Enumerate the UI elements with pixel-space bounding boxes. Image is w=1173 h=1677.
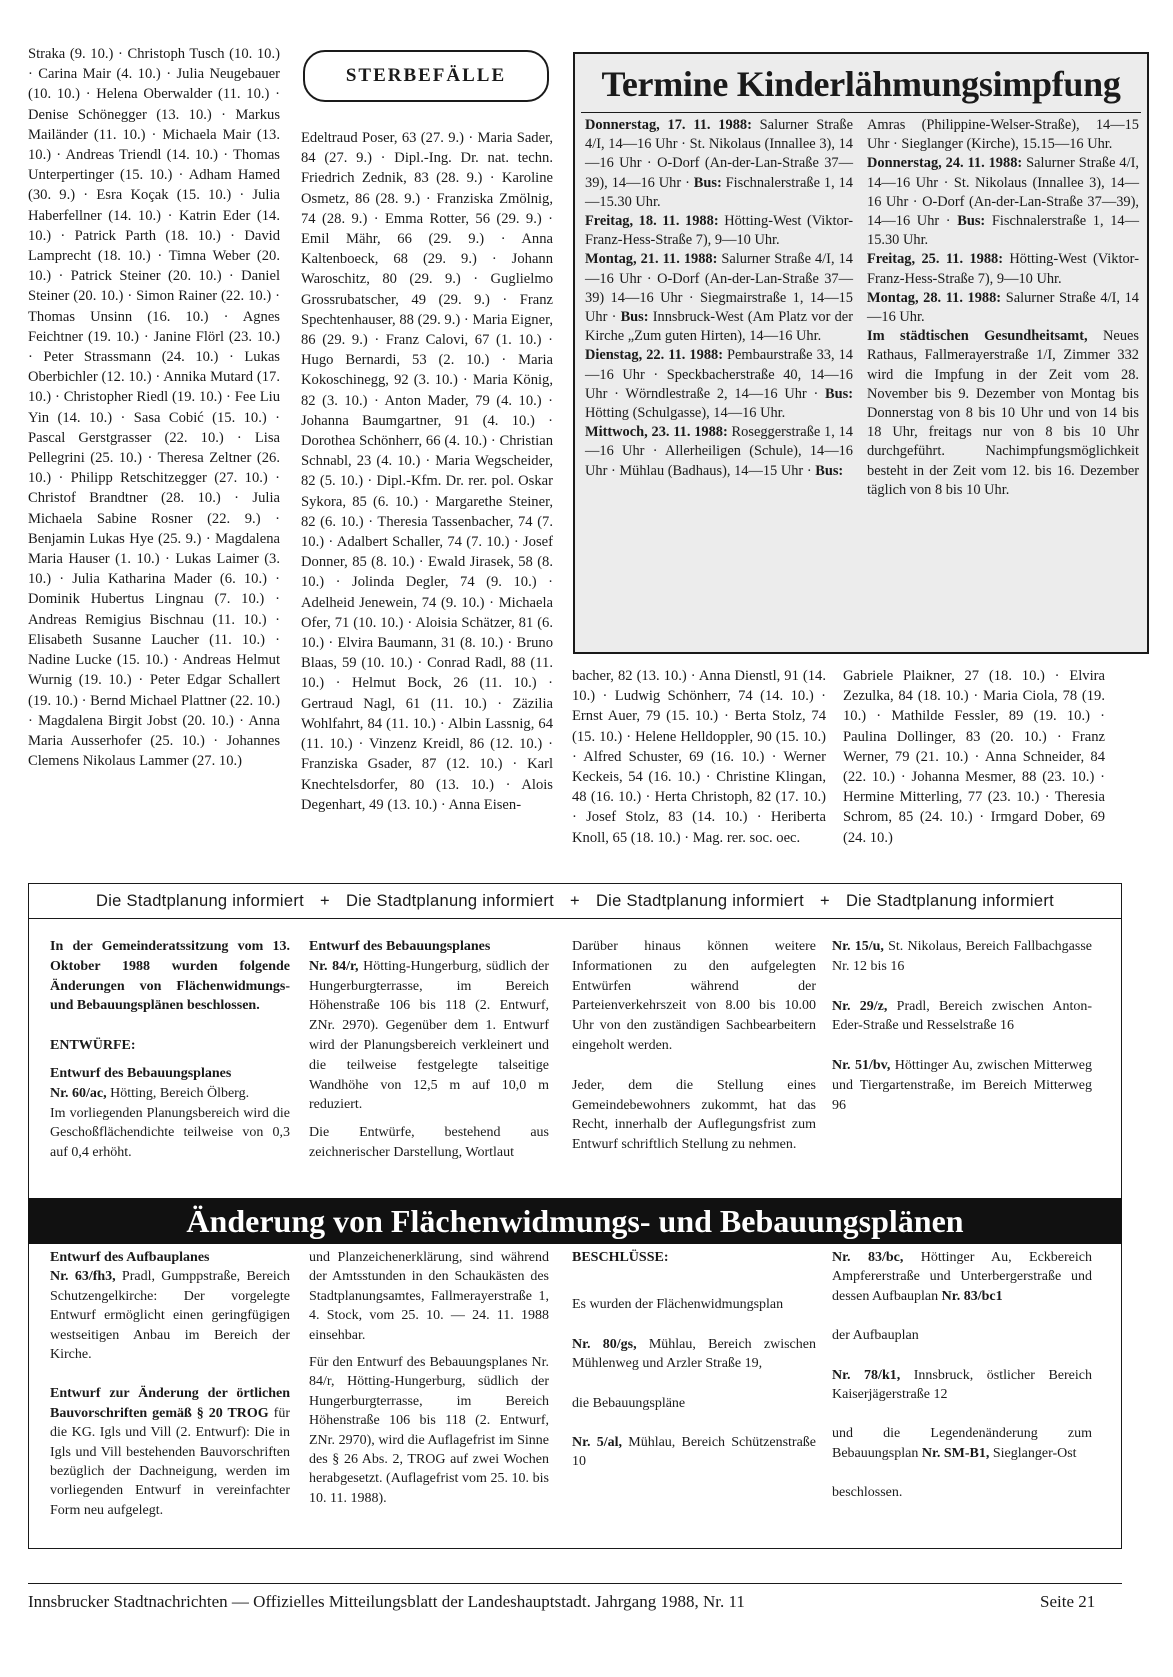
births-list-column (28, 44, 280, 771)
vaccination-tail: Fischnalerstraße 1, 14—15.30 Uhr. (585, 174, 853, 210)
display-text: und Planzeichenerklärung, sind während der Amtsstunden in den Schaukästen des Stadtplanungsamtes, Fallmerayerstraße 1, 4. Stock, vom 25. 10. — 24. 11. 1988 einsehbar. (309, 1250, 549, 1343)
banner-text: Die Stadtplanung informiert (96, 891, 305, 910)
vaccination-entry (585, 116, 853, 212)
deaths-column-2 (572, 666, 826, 848)
deaths-column-1 (301, 128, 553, 815)
banner-plus: + (820, 891, 830, 910)
footer-page-number: Seite 21 (1040, 1592, 1096, 1611)
vaccination-box (573, 52, 1149, 654)
deaths-list-text: Gabriele Plaikner, 27 (18. 10.) · Elvira Zezulka, 84 (18. 10.) · Maria Ciola, 78 (19. 10.) · Mathilde Fessler, 89 (19. 10.) · Paulina Dollinger, 83 (20. 10.) · Franz Werner, 79 (21. 10.) · Anna Schneider, 84 (22. 10.) · Johanna Mesmer, 88 (23. 10.) · Hermine Mitterling, 77 (23. 10.) · Theresia Schrom, 85 (24. 10.) · Irmgard Dober, 69 (24. 10.) (843, 668, 1105, 846)
planning-column-1 (50, 937, 290, 1163)
deaths-column-3 (843, 666, 1105, 848)
births-list-text: Straka (9. 10.) · Christoph Tusch (10. 10.) · Carina Mair (4. 10.) · Julia Neugebauer (10. 10.) · Helena Oberwalder (11. 10.) · Denise Schönegger (13. 10.) · Markus Mailänder (11. 10.) · Michaela Mair (13. 10.) · Andreas Triendl (14. 10.) · Thomas Unterpertinger (15. 10.) · Adham Hamed (30. 9.) · Esra Koçak (15. 10.) · Julia Haberfellner (14. 10.) · Katrin Eder (14. 10.) · Patrick Parth (18. 10.) · David Lamprecht (18. 10.) · Timna Weber (20. 10.) · Patrick Steiner (20. 10.) · Daniel Steiner (20. 10.) · Simon Rainer (22. 10.) · Thomas Unsinn (16. 10.) · Agnes Feichtner (19. 10.) · Janine Flörl (23. 10.) · Peter Strassmann (24. 10.) · Lukas Oberbichler (12. 10.) · Annika Mutard (17. 10.) · Christopher Riedl (19. 10.) · Fee Liu Yin (14. 10.) · Sasa Cobić (15. 10.) · Pascal Gerstgrasser (22. 10.) · Lisa Pellegrini (25. 10.) · Theresa Zeltner (26. 10.) · Philipp Retschitzegger (27. 10.) · Christof Brandtner (28. 10.) · Julia Michaela Sabine Rosner (22. 9.) · Benjamin Lukas Hye (25. 9.) · Magdalena Maria Hauser (1. 10.) · Lukas Laimer (3. 10.) · Julia Katharina Mader (6. 10.) · Dominik Hubertus Lingnau (7. 10.) · Andreas Remigius Bischnau (11. 10.) · Elisabeth Susanne Laucher (11. 10.) · Nadine Lucke (15. 10.) · Andreas Helmut Wurnig (19. 10.) · Peter Edgar Schallert (19. 10.) · Bernd Michael Plattner (22. 10.) · Magdalena Birgit Jobst (20. 10.) · Anna Maria Ausserhofer (25. 10.) · Johannes Clemens Nikolaus Lammer (27. 10.) (28, 46, 280, 770)
resolution-aufbauplan: der Aufbauplan (832, 1328, 919, 1344)
vaccination-column-2 (867, 116, 1139, 500)
vaccination-tail: Fischnalerstraße 1, 14—15.30 Uhr. (867, 213, 1139, 249)
banner-text: Die Stadtplanung informiert (845, 891, 1054, 910)
footer-rule (28, 1583, 1122, 1584)
draft-1-number: Nr. 60/ac, Hötting, Bereich Ölberg. (50, 1085, 250, 1101)
vaccination-bus: Bus: (620, 309, 649, 326)
vaccination-date: Dienstag, 22. 11. 1988: (585, 347, 724, 364)
footer-publication: Innsbrucker Stadtnachrichten — Offizielles Mitteilungsblatt der Landeshauptstadt. Jahrgang 1988, Nr. 11 (28, 1592, 745, 1611)
vaccination-column-1 (585, 116, 853, 481)
changes-column-4 (832, 1248, 1092, 1503)
vaccination-title-rule (581, 112, 1141, 113)
vaccination-text: Hötting-West (Viktor-Franz-Hess-Straße 7), 9—10 Uhr. (585, 213, 853, 249)
deaths-heading: STERBEFÄLLE (303, 50, 549, 102)
deaths-list-text: bacher, 82 (13. 10.) · Anna Dienstl, 91 (14. 10.) · Ludwig Schönherr, 74 (14. 10.) · Ernst Auer, 79 (15. 10.) · Berta Stolz, 74 (15. 10.) · Helene Helldoppler, 90 (15. 10.) · Alfred Schuster, 69 (16. 10.) · Werner Keckeis, 54 (16. 10.) · Christine Klingan, 48 (16. 10.) · Herta Christoph, 82 (17. 10.) · Josef Stolz, 83 (14. 10.) · Heriberta Knoll, 65 (18. 10.) · Mag. rer. soc. oec. (572, 668, 826, 846)
vaccination-text: Hötting-West (Viktor-Franz-Hess-Straße 7), 9—10 Uhr. (867, 251, 1139, 287)
changes-column-1 (50, 1248, 290, 1520)
vaccination-title: Termine Kinderlähmungsimpfung (601, 64, 1121, 104)
vaccination-entry (585, 423, 853, 481)
vaccination-date: Donnerstag, 17. 11. 1988: (585, 117, 752, 133)
bauvorschriften-text: Entwurf zur Änderung der örtlichen Bauvorschriften gemäß § 20 TROG für die KG. Igls und Vill (2. Entwurf): Die in Igls und Vill bestehenden Bauvorschriften bezüglich der Dachneigung, werden im vorliegenden Entwurf in vereinfachter Form neu aufgelegt. (50, 1386, 290, 1518)
vaccination-tail: Hötting (Schulgasse), 14—16 Uhr. (585, 405, 786, 422)
vaccination-tail: Innsbruck-West (Am Platz vor der Kirche „Zum guten Hirten), 14—16 Uhr. (585, 309, 853, 345)
draft-1-heading: Entwurf des Bebauungsplanes (50, 1065, 232, 1081)
vaccination-bus: Bus: (957, 213, 986, 230)
city-planning-banner (28, 883, 1122, 919)
banner-text: Die Stadtplanung informiert (595, 891, 805, 910)
vaccination-date: Montag, 21. 11. 1988: (585, 251, 718, 268)
rights-text: Jeder, dem die Stellung eines Gemeindebewohners zukommt, hat das Recht, innerhalb der Auflegungsfrist zum Entwurf schriftlich Stellung zu nehmen. (572, 1077, 816, 1153)
planning-column-2 (309, 937, 549, 1163)
drafts-display-text: Die Entwürfe, bestehend aus zeichnerischer Darstellung, Wortlaut (309, 1125, 549, 1160)
deadline-text: Für den Entwurf des Bebauungsplanes Nr. 84/r, Hötting-Hungerburg, südlich der Hungerburgterrasse, im Bereich Höhenstraße 106 bis 118 (2. Entwurf, ZNr. 2970), wird die Auflagefrist im Sinne des § 26 Abs. 2, TROG auf zwei Wochen herabgesetzt. (Auflagefrist vom 25. 10. bis 10. 11. 1988). (309, 1355, 549, 1506)
vaccination-bus: Bus: (693, 174, 722, 191)
vaccination-date: Freitag, 25. 11. 1988: (867, 251, 1004, 268)
vaccination-bus: Bus: (825, 385, 853, 402)
vaccination-date: Freitag, 18. 11. 1988: (585, 213, 719, 230)
vaccination-text: Neues Rathaus, Fallmerayerstraße 1/I, Zimmer 332 wird die Impfung in der Zeit vom 28. November bis 9. Dezember von Montag bis Donnerstag von 8 bis 10 Uhr und von 14 bis 18 Uhr, freitags nur von 8 bis 10 Uhr durchgeführt. Nachimpfungsmöglichkeit besteht in der Zeit vom 12. bis 16. Dezember täglich von 8 bis 10 Uhr. (867, 328, 1139, 498)
vaccination-text: Pembaurstraße 33, 14—16 Uhr · Speckbacherstraße 40, 14—16 Uhr · Wörndlestraße 2, 14—16 Uhr · (585, 347, 853, 402)
resolution-80gs: Nr. 80/gs, Mühlau, Bereich zwischen Mühlenweg und Arzler Straße 19, (572, 1336, 816, 1372)
changes-column-2 (309, 1248, 549, 1508)
deaths-list-text: Edeltraud Poser, 63 (27. 9.) · Maria Sader, 84 (27. 9.) · Dipl.-Ing. Dr. nat. techn. Friedrich Zednik, 83 (28. 9.) · Karoline Osmetz, 86 (28. 9.) · Franziska Zmölnig, 74 (28. 9.) · Emma Rotter, 56 (29. 9.) · Emil Mähr, 66 (29. 9.) · Anna Kaltenboeck, 68 (29. 9.) · Johann Waroschitz, 80 (29. 9.) · Guglielmo Grossrubatscher, 49 (29. 9.) · Franz Spechtenhauser, 88 (29. 9.) · Maria Eigner, 86 (29. 9.) · Franz Calovi, 67 (1. 10.) · Hugo Bernardi, 53 (2. 10.) · Maria Kokoschinegg, 92 (3. 10.) · Maria König, 82 (3. 10.) · Anton Mader, 79 (4. 10.) · Johanna Baumgartner, 91 (4. 10.) · Dorothea Schönherr, 66 (4. 10.) · Christian Schnabl, 23 (4. 10.) · Maria Wegscheider, 82 (5. 10.) · Dipl.-Kfm. Dr. rer. pol. Oskar Sykora, 85 (6. 10.) · Margarethe Steiner, 82 (6. 10.) · Theresia Tassenbacher, 74 (7. 10.) · Adalbert Schaller, 74 (7. 10.) · Josef Donner, 85 (8. 10.) · Ewald Jirasek, 58 (8. 10.) · Jolinda Degler, 74 (9. 10.) · Adelheid Jenewein, 74 (9. 10.) · Michaela Ofer, 71 (10. 10.) · Aloisia Schätzer, 81 (6. 10.) · Elvira Baumann, 31 (8. 10.) · Bruno Blaas, 59 (10. 10.) · Conrad Radl, 88 (11. 10.) · Helmut Bock, 26 (11. 10.) · Gertraud Nagl, 61 (11. 10.) · Zäzilia Wohlfahrt, 84 (11. 10.) · Albin Lassnig, 64 (11. 10.) · Vinzenz Kreidl, 86 (12. 10.) · Franziska Gsader, 87 (12. 10.) · Karl Knechtelsdorfer, 80 (13. 10.) · Alois Degenhart, 49 (13. 10.) · Anna Eisen- (301, 130, 553, 813)
banner-text: Die Stadtplanung informiert (345, 891, 555, 910)
vaccination-text: Salurner Straße 4/I, 14—16 Uhr. (867, 289, 1139, 326)
entwuerfe-heading: ENTWÜRFE: (50, 1038, 136, 1054)
vaccination-date: Montag, 28. 11. 1988: (867, 289, 1002, 306)
planning-intro: In der Gemeinderatssitzung vom 13. Oktober 1988 wurden folgende Änderungen von Flächenwidmungs- und Bebauungsplänen beschlossen. (50, 939, 290, 1014)
vaccination-entry (867, 116, 1139, 154)
resolution-closing: beschlossen. (832, 1485, 903, 1501)
vaccination-entry (867, 289, 1139, 327)
resolution-text: Es wurden der Flächenwidmungsplan (572, 1297, 784, 1313)
plan-changes-title: Änderung von Flächenwidmungs- und Bebauungsplänen (28, 1198, 1122, 1244)
vaccination-date: Im städtischen Gesundheitsamt, (867, 328, 1088, 345)
beschluesse-heading: BESCHLÜSSE: (572, 1250, 669, 1265)
draft-15u: Nr. 15/u, St. Nikolaus, Bereich Fallbachgasse Nr. 12 bis 16 (832, 939, 1092, 974)
draft-29z: Nr. 29/z, Pradl, Bereich zwischen Anton-Eder-Straße und Resselstraße 16 (832, 998, 1092, 1034)
resolution-83bc: Nr. 83/bc, Höttinger Au, Eckbereich Ampfererstraße und Unterbergerstraße und dessen Aufbauplan Nr. 83/bc1 (832, 1250, 1093, 1304)
aufbauplan-heading: Entwurf des Aufbauplanes (50, 1250, 210, 1265)
vaccination-date: Mittwoch, 23. 11. 1988: (585, 424, 728, 441)
resolution-5al: Nr. 5/al, Mühlau, Bereich Schützenstraße 10 (572, 1435, 816, 1470)
info-text: Darüber hinaus können weitere Informationen zu den aufgelegten Entwürfen während der Parteienverkehrszeit von 8.00 bis 10.00 Uhr von den zuständigen Sachbearbeitern eingeholt werden. (572, 939, 816, 1053)
resolution-bebauungsplaene: die Bebauungspläne (572, 1395, 686, 1411)
vaccination-entry (585, 250, 853, 346)
vaccination-text: Salurner Straße 4/I, 14—16 Uhr · O-Dorf (An-der-Lan-Straße 37—39) 14—16 Uhr · Siegmairstraße 1, 14—15 Uhr · (585, 251, 853, 326)
vaccination-entry (867, 327, 1139, 500)
resolution-legend: und die Legendenänderung zum Bebauungsplan Nr. SM-B1, Sieglanger-Ost (832, 1426, 1092, 1461)
vaccination-text: Amras (Philippine-Welser-Straße), 14—15 Uhr · Sieglanger (Kirche), 15.15—16 Uhr. (867, 117, 1139, 153)
vaccination-date: Donnerstag, 24. 11. 1988: (867, 155, 1023, 172)
banner-plus: + (320, 891, 330, 910)
aufbauplan-text: Nr. 63/fh3, Pradl, Gumppstraße, Bereich Schutzengelkirche: Der vorgelegte Entwurf ermöglicht einen geringfügigen westseitigen Anbau im Bereich der Kirche. (50, 1269, 290, 1363)
draft-2-text: Nr. 84/r, Hötting-Hungerburg, südlich der Hungerburgterrasse, im Bereich Höhenstraße 106 bis 118 (2. Entwurf, ZNr. 2970). Gegenüber dem 1. Entwurf wird der Planungsbereich verkleinert und die teilweise festgelegte talseitige Wandhöhe von 12,5 m auf 10,0 m reduziert. (309, 958, 550, 1113)
vaccination-entry (867, 250, 1139, 288)
draft-51bv: Nr. 51/bv, Höttinger Au, zwischen Mitterweg und Tiergartenstraße, im Bereich Mitterweg 96 (832, 1058, 1092, 1113)
vaccination-entry (867, 154, 1139, 250)
vaccination-entry (585, 346, 853, 423)
vaccination-text: Salurner Straße 4/I, 14—16 Uhr · St. Nikolaus (Innallee 3), 14—16 Uhr · O-Dorf (An-der-Lan-Straße 37—39), 14—16 Uhr · (867, 155, 1139, 230)
planning-column-3 (572, 937, 816, 1155)
vaccination-entry (585, 212, 853, 250)
draft-2-heading: Entwurf des Bebauungsplanes (309, 939, 491, 954)
changes-column-3 (572, 1248, 816, 1472)
draft-1-text: Im vorliegenden Planungsbereich wird die Geschoßflächendichte teilweise von 0,3 auf 0,4 erhöht. (50, 1105, 290, 1161)
planning-column-4 (832, 937, 1092, 1116)
vaccination-text: Salurner Straße 4/I, 14—16 Uhr · St. Nikolaus (Innallee 3), 14—16 Uhr · O-Dorf (An-der-Lan-Straße 37—39), 14—16 Uhr · (585, 117, 853, 191)
resolution-78k1: Nr. 78/k1, Innsbruck, östlicher Bereich Kaiserjägerstraße 12 (832, 1367, 1092, 1403)
vaccination-bus: Bus: (815, 462, 844, 479)
banner-plus: + (570, 891, 580, 910)
vaccination-text: Roseggerstraße 1, 14—16 Uhr · Allerheiligen (Schule), 14—16 Uhr · Mühlau (Badhaus), 14—15 Uhr · (585, 424, 853, 479)
